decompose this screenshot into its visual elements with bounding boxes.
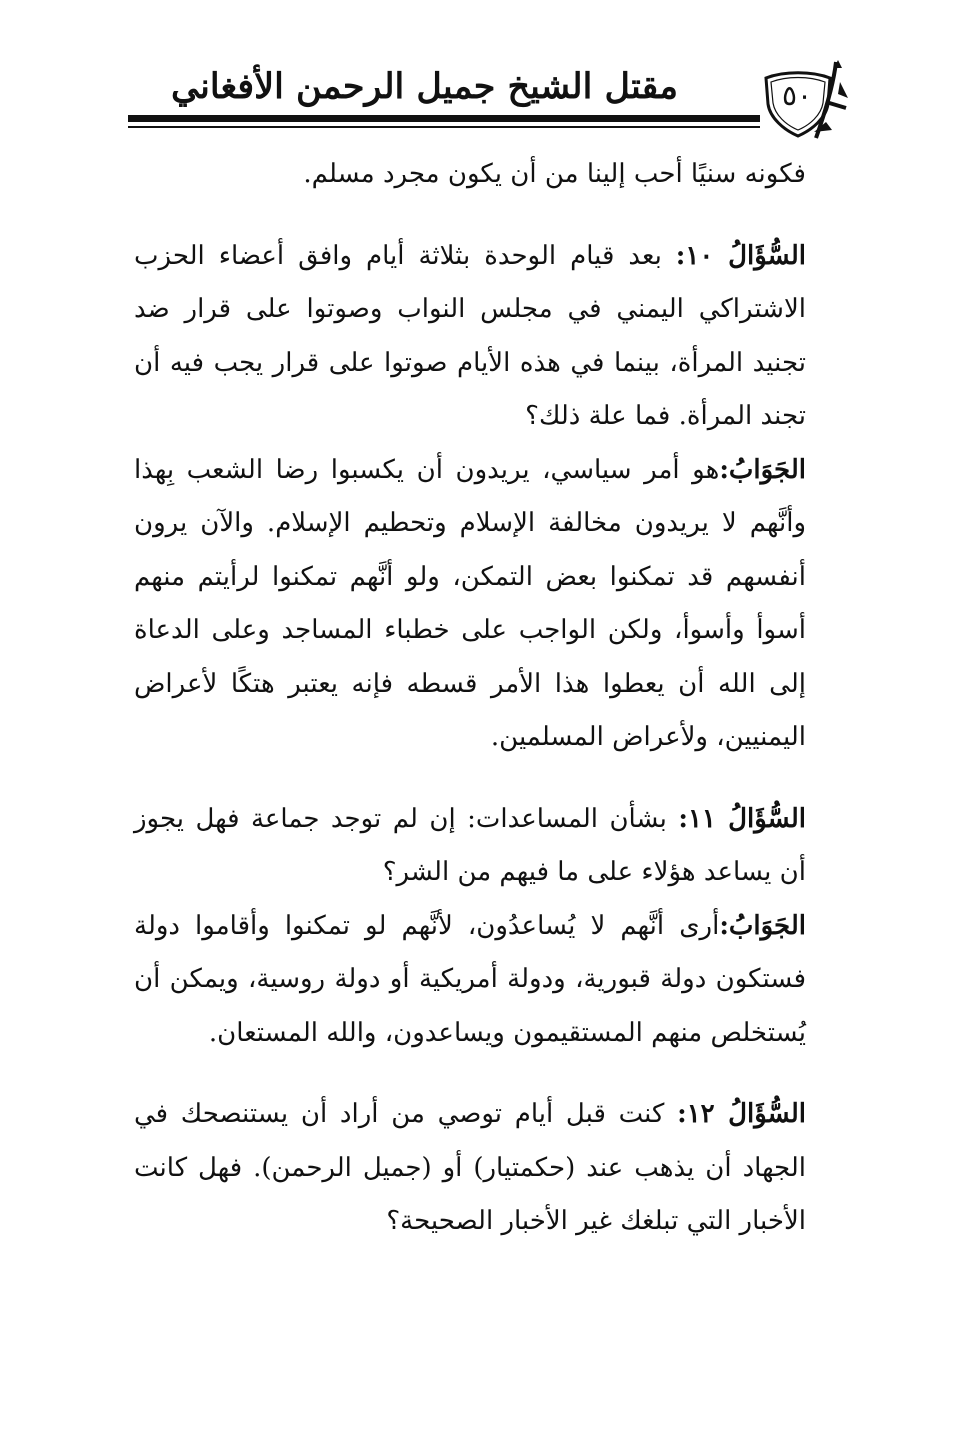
page-number: ٥٠	[781, 79, 813, 112]
question-text: كنت قبل أيام توصي من أراد أن يستنصحك في الجهاد أن يذهب عند (حكمتيار) أو (جميل الرحمن). فهل كانت الأخبار التي تبلغك غير الأخبار الصحيحة؟	[134, 1099, 806, 1236]
answer-label: الجَوَابُ:	[719, 454, 806, 485]
answer-10	[134, 444, 806, 765]
question-text: بشأن المساعدات: إن لم توجد جماعة فهل يجوز أن يساعد هؤلاء على ما فيهم من الشر؟	[134, 803, 806, 887]
continuation-text: فكونه سنيًا أحب إلينا من أن يكون مجرد مسلم.	[303, 159, 806, 189]
answer-text: هو أمر سياسي، يريدون أن يكسبوا رضا الشعب بِهذا وأنَّهم لا يريدون مخالفة الإسلام وتحطيم الإسلام. والآن يرون أنفسهم قد تمكنوا بعض التمكن، ولو أنَّهم تمكنوا لرأيتم منهم أسوأ وأسوأ، ولكن الواجب على خطباء المساجد وعلى الدعاة إلى الله أن يعطوا هذا الأمر قسطه فإنه يعتبر هتكًا لأعراض اليمنيين، ولأعراض المسلمين.	[134, 454, 806, 752]
question-text: بعد قيام الوحدة بثلاثة أيام وافق أعضاء الحزب الاشتراكي اليمني في مجلس النواب وصوتوا على قرار ضد تجنيد المرأة، بينما في هذه الأيام صوتوا على قرار يجب فيه أن تجند المرأة. فما علة ذلك؟	[134, 240, 806, 431]
question-label: السُّؤَالُ ١٠:	[675, 240, 806, 271]
running-title: مقتل الشيخ جميل الرحمن الأفغاني	[170, 66, 678, 107]
page-body	[134, 148, 806, 1249]
question-label: السُّؤَالُ ١٢:	[677, 1099, 807, 1129]
answer-label: الجَوَابُ:	[719, 910, 806, 941]
question-label: السُّؤَالُ ١١:	[678, 803, 807, 834]
answer-text: أرى أنَّهم لا يُساعدُون، لأنَّهم لو تمكنوا وأقاموا دولة فستكون دولة قبورية، ودولة أمريكية أو دولة روسية، ويمكن أن يُستخلص منهم المستقيمون ويساعدون، والله المستعان.	[134, 910, 806, 1048]
paragraph-spacer	[134, 1060, 806, 1088]
answer-11	[134, 900, 806, 1061]
page-header	[0, 0, 978, 140]
question-11	[134, 793, 806, 900]
question-12	[134, 1088, 806, 1249]
paragraph-spacer	[134, 202, 806, 230]
header-rule-thick	[128, 115, 760, 122]
paragraph-spacer	[134, 765, 806, 793]
header-rule-thin	[128, 126, 760, 128]
continuation-line	[134, 148, 806, 202]
question-10	[134, 230, 806, 444]
